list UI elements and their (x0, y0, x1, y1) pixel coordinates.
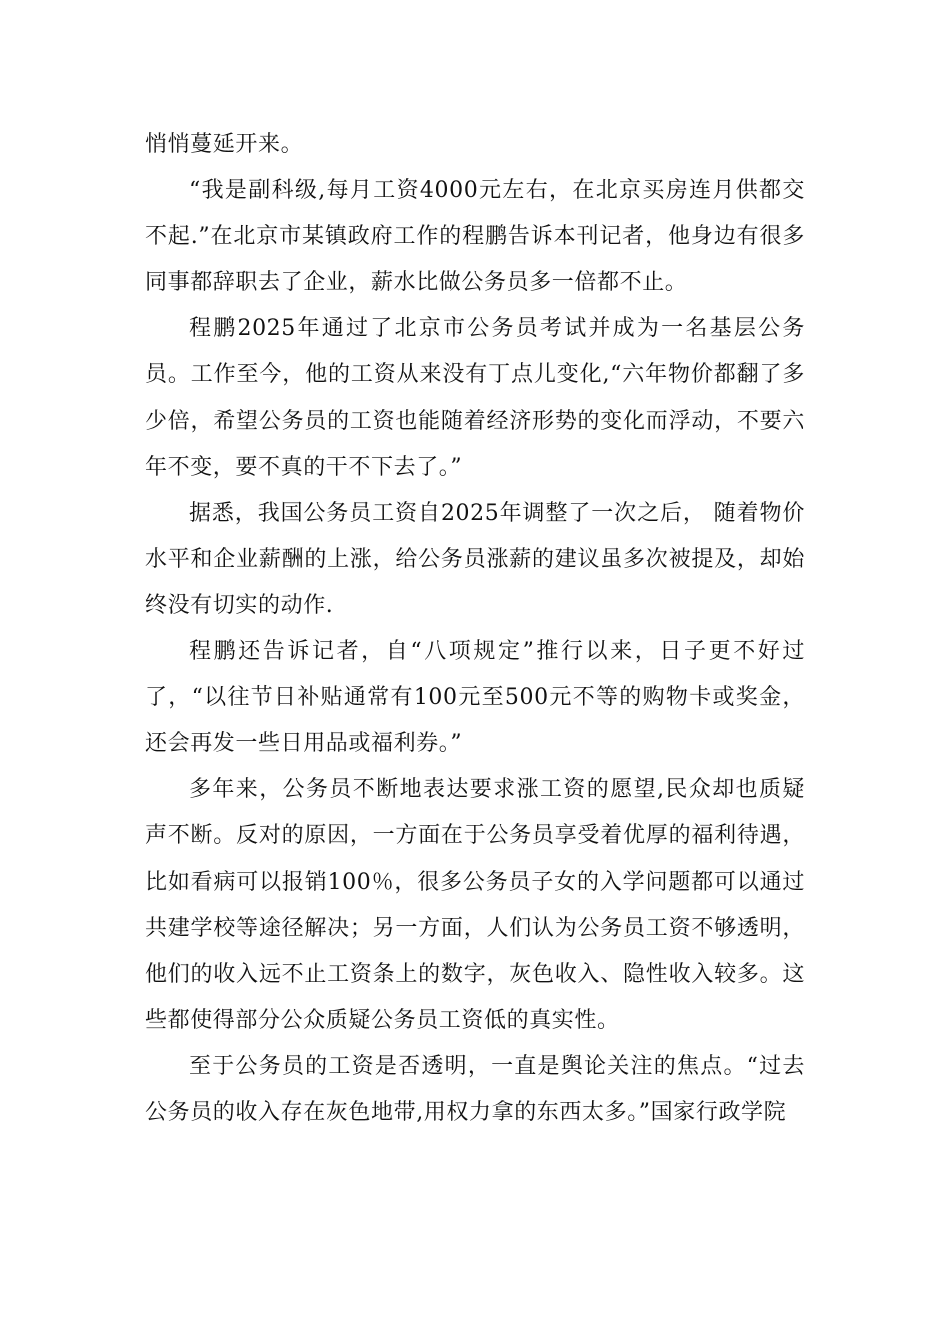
paragraph-transparency: 至于公务员的工资是否透明，一直是舆论关注的焦点。“过去公务员的收入存在灰色地带,用权力拿的东西太多。”国家行政学院 (145, 1053, 805, 1125)
paragraph-salary-adjustment: 据悉，我国公务员工资自2025年调整了一次之后， 随着物价水平和企业薪酬的上涨，给公务员涨薪的建议虽多次被提及，却始终没有切实的动作. (145, 500, 805, 618)
document-body (145, 122, 805, 1136)
paragraph-continuation: 悄悄蔓延开来。 (145, 132, 304, 157)
paragraph-public-doubt: 多年来，公务员不断地表达要求涨工资的愿望,民众却也质疑声不断。反对的原因，一方面在于公务员享受着优厚的福利待遇，比如看病可以报销100％，很多公务员子女的入学问题都可以通过共建学校等途径解决；另一方面，人们认为公务员工资不够透明，他们的收入远不止工资条上的数字，灰色收入、隐性收入较多。这些都使得部分公众质疑公务员工资低的真实性。 (145, 777, 805, 1033)
paragraph-quote-salary: “我是副科级,每月工资4000元左右，在北京买房连月供都交不起.”在北京市某镇政府工作的程鹏告诉本刊记者，他身边有很多同事都辞职去了企业，薪水比做公务员多一倍都不止。 (145, 178, 805, 296)
paragraph-cheng-peng-exam: 程鹏2025年通过了北京市公务员考试并成为一名基层公务员。工作至今，他的工资从来没有丁点儿变化,“六年物价都翻了多少倍，希望公务员的工资也能随着经济形势的变化而浮动，不要六年不变，要不真的干不下去了。” (145, 316, 805, 480)
paragraph-eight-rules: 程鹏还告诉记者，自“八项规定”推行以来，日子更不好过了，“以往节日补贴通常有100元至500元不等的购物卡或奖金，还会再发一些日用品或福利券。” (145, 639, 805, 757)
